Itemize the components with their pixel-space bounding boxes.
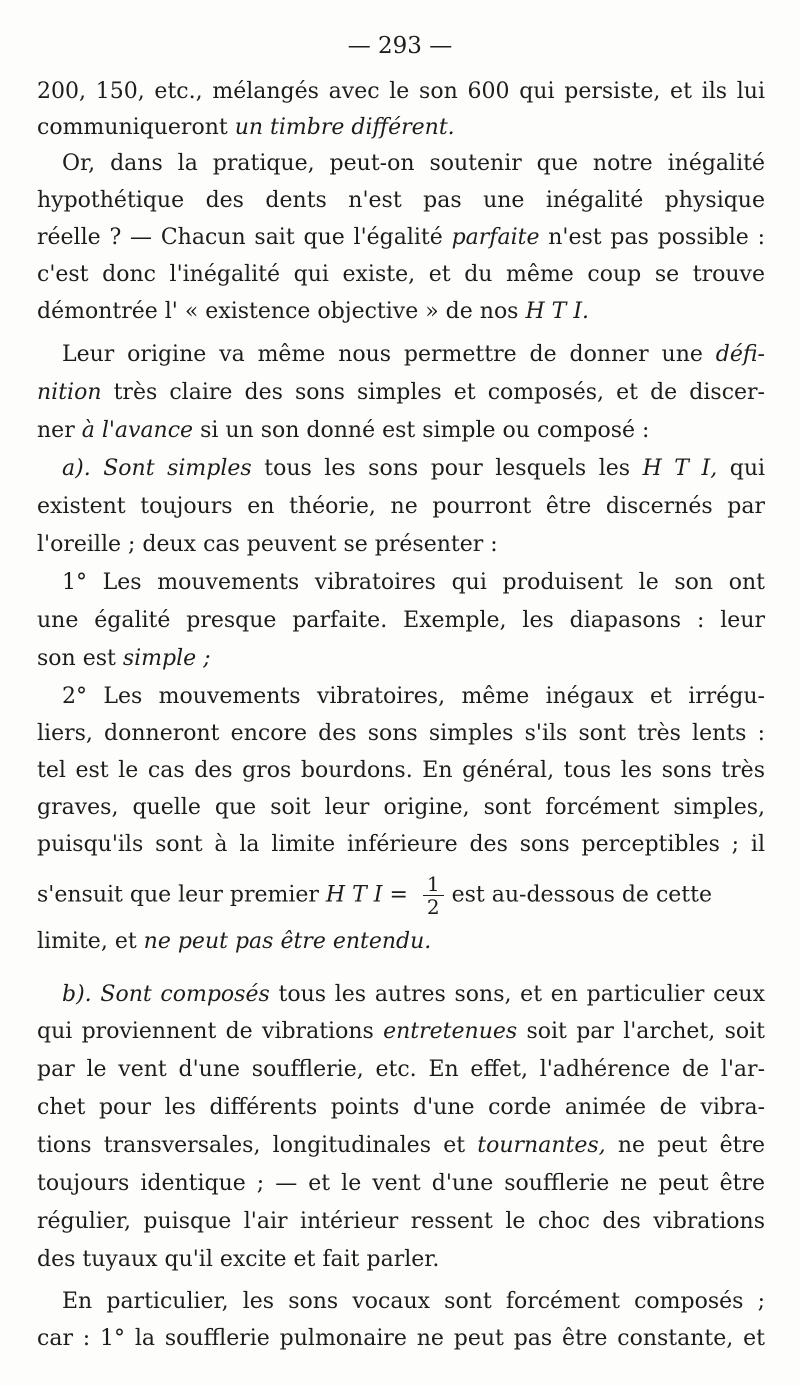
text-line [37,1169,765,1199]
text: soit par l'archet, soit [517,1019,766,1044]
italic-text: ne peut pas être entendu. [143,929,432,954]
text-line [37,1017,765,1047]
text-line [37,297,765,327]
text: l'oreille ; deux cas peuvent se présenter : [37,532,498,557]
paragraph-start [62,340,765,370]
paragraph-start [62,1287,765,1317]
text: ner [37,418,82,443]
text: une égalité presque parfaite. Exemple, les diapasons : leur [37,608,765,633]
paragraph-start [62,568,765,598]
text: Or, dans la pratique, peut-on soutenir que notre inégalité [62,151,765,176]
text: Leur origine va même nous permettre de donner une [62,342,716,367]
fraction-numerator: 1 [423,873,444,896]
italic-text: tournantes, [477,1133,606,1158]
text: 200, 150, etc., mélangés avec le son 600 qui persiste, et ils lui [37,79,765,104]
text: démontrée l' « existence objective » de nos [37,299,526,324]
paragraph-start [62,454,765,484]
page-number: — 293 — [347,33,453,59]
text-line [37,1245,765,1275]
italic-text: b). Sont [62,982,161,1007]
text-line [37,830,765,860]
text-line [37,77,765,107]
text: régulier, puisque l'air intérieur ressent le choc des vibrations [37,1209,765,1234]
italic-text: H T I, [642,456,718,481]
text-line [37,186,765,216]
text: communiqueront [37,115,235,140]
paragraph-start [62,149,765,179]
text-line [37,1324,765,1354]
text-line [37,1093,765,1123]
text: qui proviennent de vibrations [37,1019,384,1044]
fraction [423,873,444,918]
italic-text: parfaite [451,225,540,250]
text-line [37,492,765,522]
text: hypothétique des dents n'est pas une inégalité physique [37,188,765,213]
text-line [37,927,765,957]
text-line [37,530,765,560]
text: qui [717,456,766,481]
text: En particulier, les sons vocaux sont forcément composés ; [62,1289,765,1314]
text: toujours identique ; — et le vent d'une soufflerie ne peut être [37,1171,765,1196]
italic-text: composés [160,982,270,1007]
italic-text: un timbre différent. [234,115,455,140]
text: existent toujours en théorie, ne pourront être discernés par [37,494,765,519]
text: s'ensuit que leur premier [37,882,326,908]
text-line [37,644,765,674]
text: graves, quelle que soit leur origine, sont forcément simples, [37,795,765,820]
text-line [37,719,765,749]
paragraph-start [62,682,765,712]
text: c'est donc l'inégalité qui existe, et du même coup se trouve [37,262,765,287]
text: tions transversales, longitudinales et [37,1133,478,1158]
text: tous les autres sons, et en particulier ceux [269,982,765,1007]
text: son est [37,646,123,671]
italic-text: H T I [325,882,383,908]
text-line [37,223,765,253]
text: chet pour les différents points d'une corde animée de vibra- [37,1095,765,1120]
text: par le vent d'une soufflerie, etc. En effet, l'adhérence de l'ar- [37,1057,765,1082]
text: puisqu'ils sont à la limite inférieure des sons perceptibles ; il [37,832,765,857]
text: car : 1° la soufflerie pulmonaire ne peut pas être constante, et [37,1326,765,1351]
italic-text: a). Sont [62,456,168,481]
text: n'est pas possible : [539,225,766,250]
fraction-denominator: 2 [426,895,440,919]
text: est au-dessous de cette [451,882,712,908]
paragraph-start [62,980,765,1010]
text-line [37,378,765,408]
italic-text: nition [37,380,102,405]
text: 1° Les mouvements vibratoires qui produisent le son ont [62,570,765,595]
text-line [37,1131,765,1161]
text: des tuyaux qu'il excite et fait parler. [37,1247,440,1272]
text: tous les sons pour lesquels les [251,456,643,481]
text: 2° Les mouvements vibratoires, même inégaux et irrégu- [62,684,765,709]
italic-text: à l'avance [81,418,194,443]
text: limite, et [37,929,144,954]
text: réelle ? — Chacun sait que l'égalité [37,225,452,250]
text-line [37,606,765,636]
italic-text: simples [167,456,252,481]
text-line [37,793,765,823]
text-line-with-fraction [37,873,765,918]
text: si un son donné est simple ou composé : [193,418,650,443]
text-line [37,756,765,786]
italic-text: défi- [715,342,765,367]
text-line [37,416,765,446]
italic-text: H T I. [525,299,589,324]
text-line [37,260,765,290]
text: liers, donneront encore des sons simples s'ils sont très lents : [37,721,765,746]
italic-text: simple ; [122,646,211,671]
text: très claire des sons simples et composés, et de discer- [101,380,765,405]
text-line [37,1055,765,1085]
text: ne peut être [605,1133,765,1158]
text: tel est le cas des gros bourdons. En général, tous les sons très [37,758,765,783]
text-line [37,1207,765,1237]
italic-text: entretenues [383,1019,518,1044]
text: = [382,882,415,908]
text-line [37,113,765,143]
